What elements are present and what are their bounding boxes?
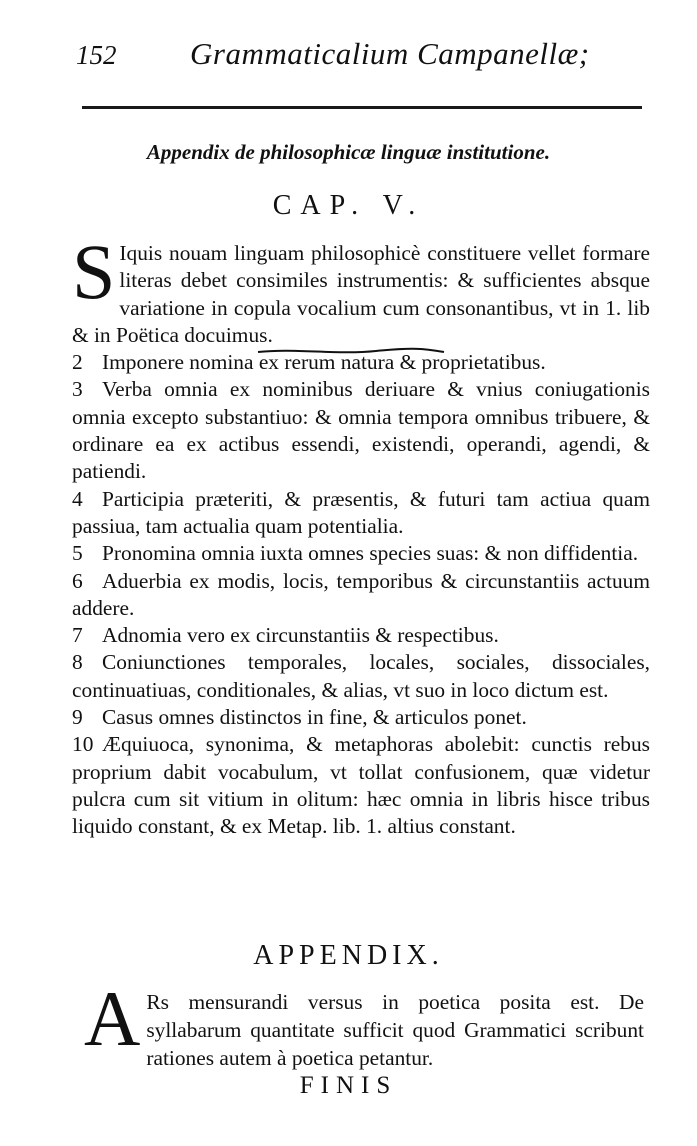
item-number: 7	[72, 623, 83, 648]
item-number: 2	[72, 350, 83, 375]
item-number: 3	[72, 377, 83, 402]
numbered-item	[72, 622, 650, 649]
opening-paragraph	[72, 228, 650, 349]
appendix-title: Appendix de philosophicæ linguæ institutione.	[146, 140, 551, 164]
numbered-item	[72, 376, 650, 485]
numbered-item	[72, 704, 650, 731]
drop-cap-s: S	[72, 228, 116, 315]
item-text: Coniunctiones temporales, locales, sociales, dissociales, continuatiuas, conditionales, & alias, vt suo in loco dictum est.	[72, 650, 650, 702]
numbered-item	[72, 568, 650, 623]
numbered-item	[72, 540, 650, 567]
header-rule	[82, 106, 642, 109]
drop-cap-a: A	[84, 975, 141, 1062]
appendix-text: Rs mensurandi versus in poetica posita est. De syllabarum quantitate sufficit quod Grammatici scribunt rationes autem à poetica petantur.	[146, 990, 644, 1070]
chapter-body	[72, 228, 650, 841]
item-text: Æquiuoca, synonima, & metaphoras abolebit: cunctis rebus proprium dabit vocabulum, vt tollat confusionem, quæ videtur pulcra cum sit vitium in olitum: hæc omnia in libris hisce tribus liquido constant, & ex Metap. lib. 1. altius constant.	[72, 732, 650, 839]
handwritten-underline	[256, 346, 446, 356]
item-text: Verba omnia ex nominibus deriuare & vnius coniugationis omnia excepto substantiuo: & omnia tempora omnibus tribuere, & ordinare ea ex actibus essendi, existendi, operandi, agendi, & patiendi.	[72, 377, 650, 484]
page-header	[62, 34, 652, 84]
item-text: Pronomina omnia iuxta omnes species suas: & non diffidentia.	[102, 541, 639, 566]
numbered-items	[72, 349, 650, 840]
opening-text: Iquis nouam linguam philosophicè constituere vellet formare literas debet consimiles instrumentis: & sufficientes absque variatione in copula vocalium cum consonantibus, vt in 1. lib & in Poëtica docuimus.	[72, 241, 650, 347]
numbered-item	[72, 649, 650, 704]
running-title: Grammaticalium Campanellæ;	[190, 36, 590, 71]
numbered-item	[72, 731, 650, 840]
item-number: 9	[72, 705, 83, 730]
item-text: Adnomia vero ex circunstantiis & respectibus.	[102, 623, 499, 648]
finis: FINIS	[299, 1072, 398, 1099]
chapter-heading: CAP. V.	[272, 190, 425, 221]
item-number: 5	[72, 541, 83, 566]
item-number: 8	[72, 650, 83, 675]
appendix-paragraph	[84, 975, 644, 1072]
item-text: Participia præteriti, & præsentis, & futuri tam actiua quam passiua, tam actualia quam potentialia.	[72, 486, 650, 538]
page-number: 152	[76, 40, 117, 70]
item-text: Aduerbia ex modis, locis, temporibus & circunstantiis actuum addere.	[72, 568, 650, 620]
numbered-item	[72, 486, 650, 541]
item-text: Casus omnes distinctos in fine, & articulos ponet.	[102, 705, 527, 730]
item-number: 4	[72, 486, 83, 511]
item-number: 6	[72, 568, 83, 593]
item-text: Imponere nomina ex rerum natura & proprietatibus.	[102, 350, 546, 375]
item-number: 10	[72, 732, 94, 757]
appendix-heading: APPENDIX.	[253, 940, 444, 971]
